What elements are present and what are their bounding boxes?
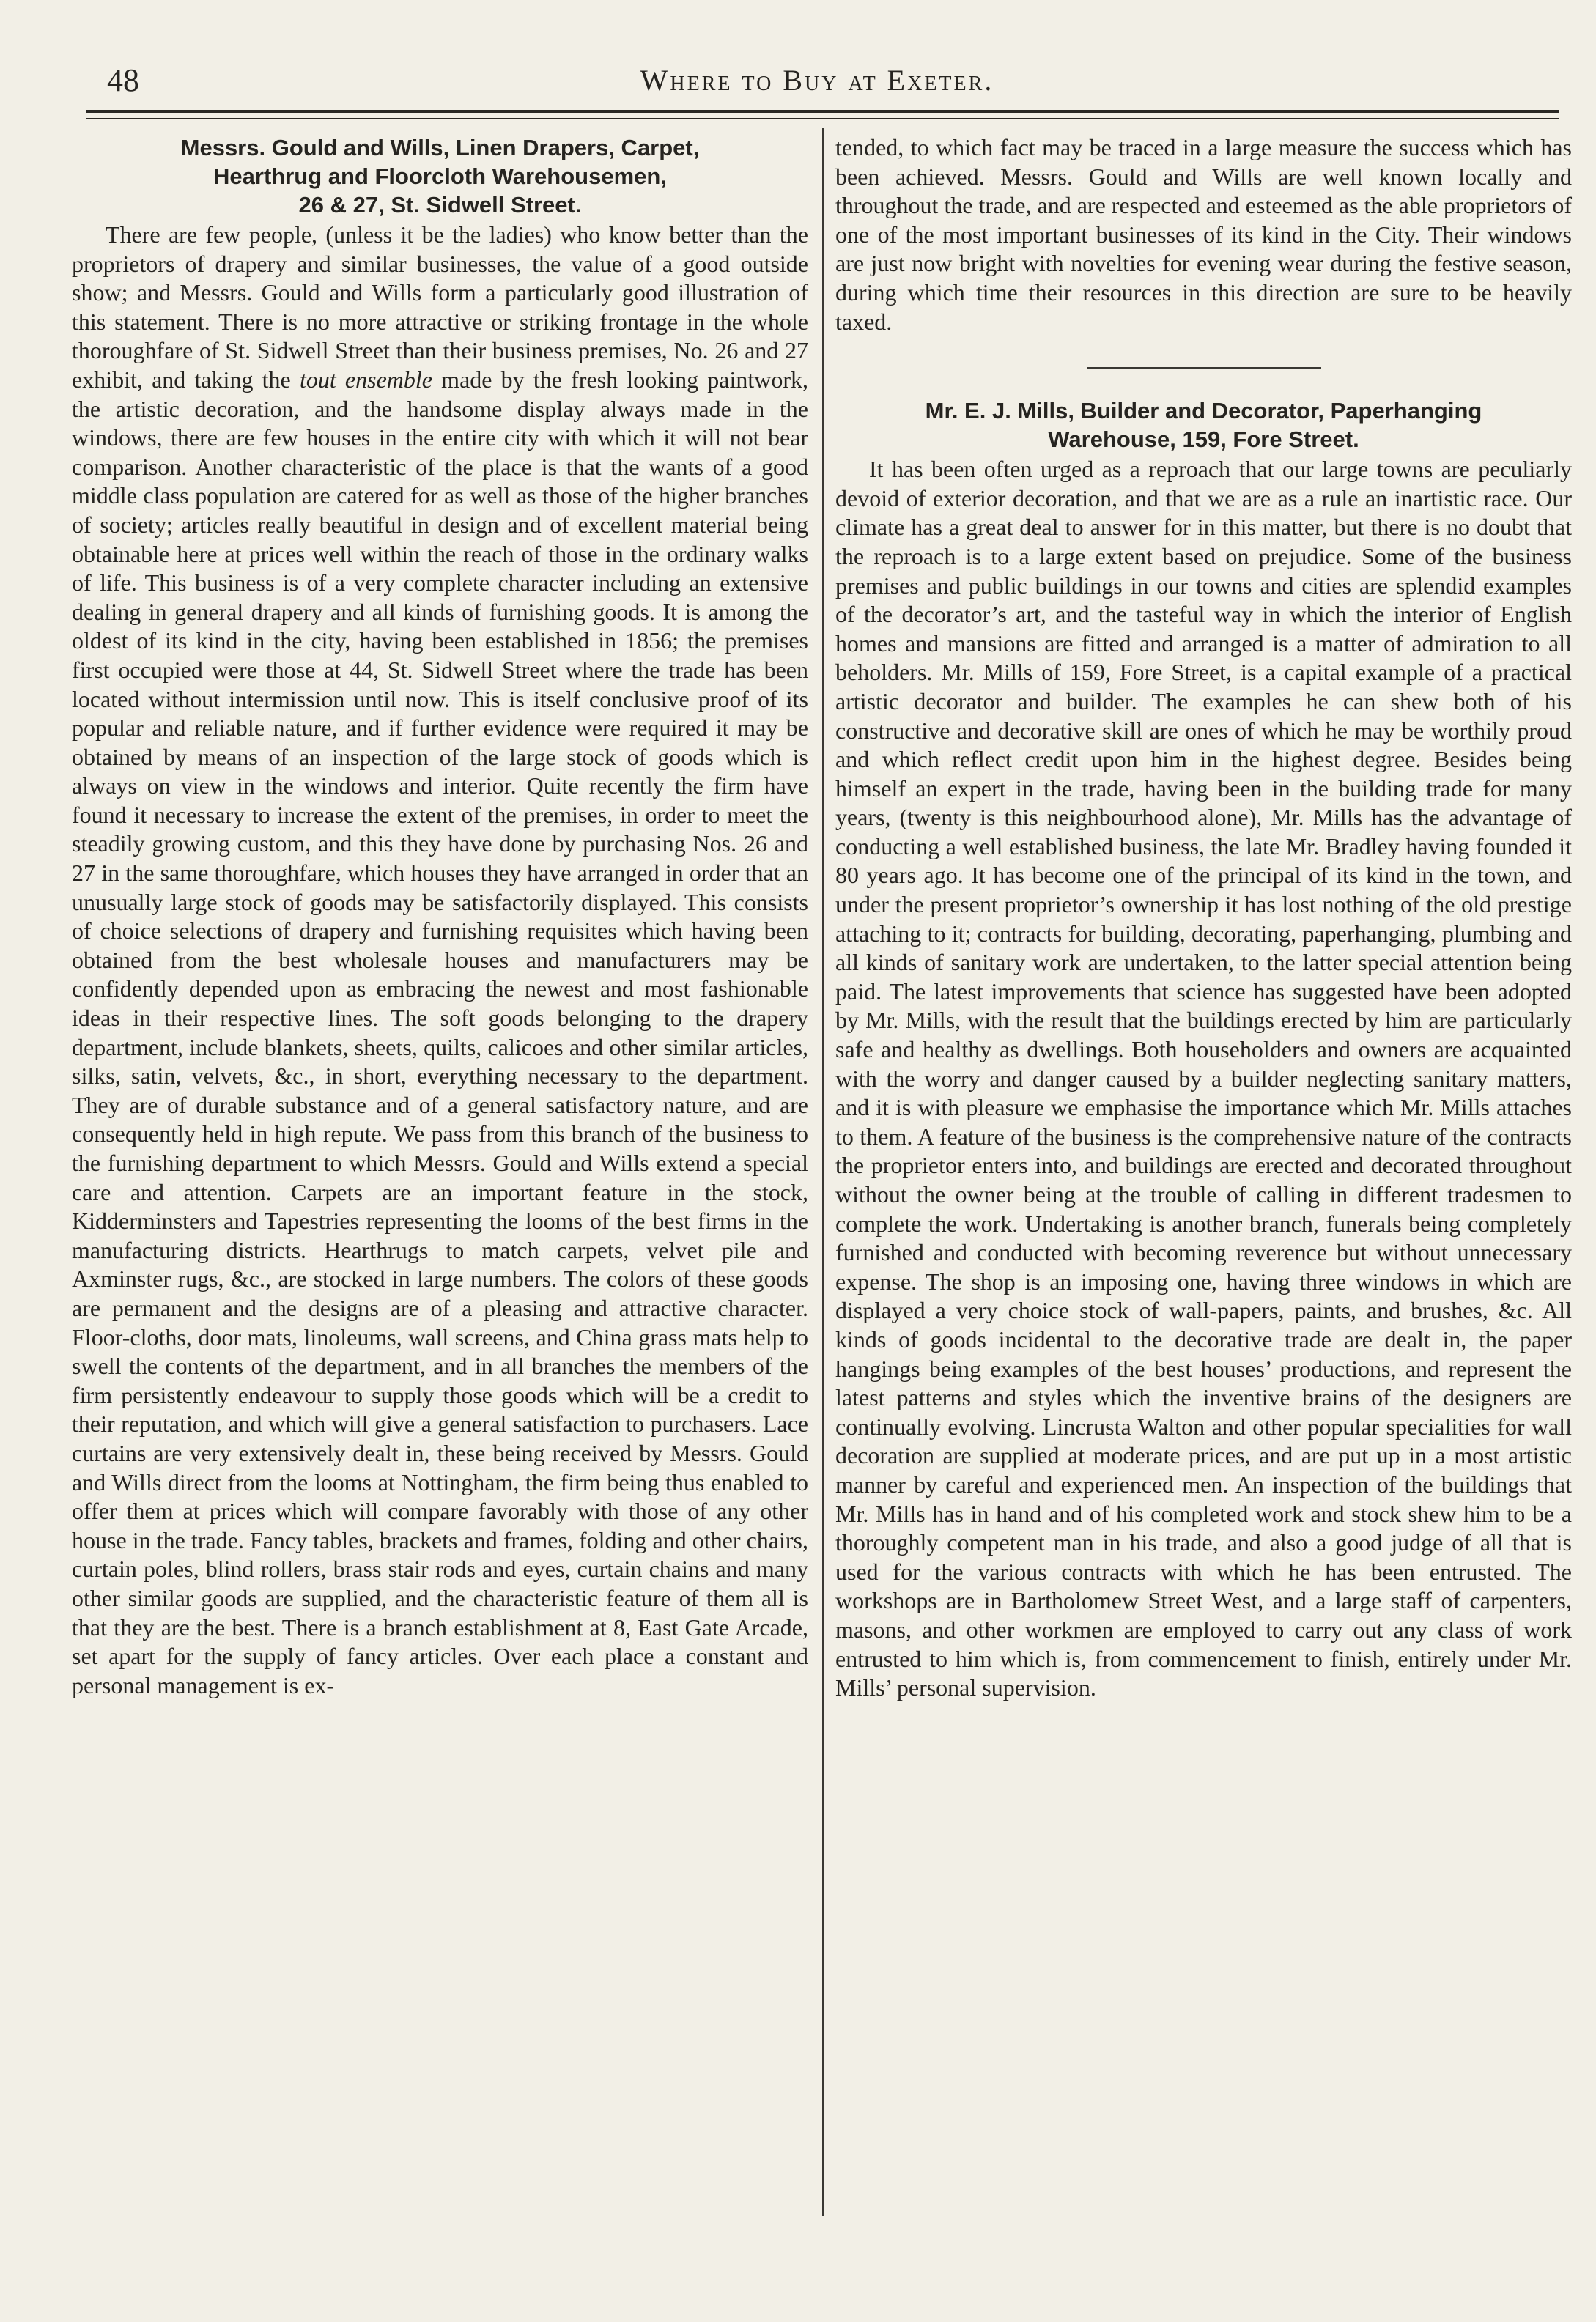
article-separator-rule xyxy=(1087,367,1321,369)
header-rule-thick xyxy=(86,110,1559,113)
mills-body: It has been often urged as a reproach that our large towns are peculiarly devoid of exterior decoration, and that we are as a rule an inartistic race. Our climate has a great deal to answer for in this matter, but there is no doubt that the reproach is to a large extent based on prejudice. Some of the business premises and public buildings in our towns and cities are splendid examples of the decorator’s art, and the tasteful way in which the interior of English homes and mansions are fitted and arranged is a matter of admiration to all beholders. Mr. Mills of 159, Fore Street, is a capital example of a practical artistic decorator and builder. The examples he can shew both of his constructive and decorative skill are ones of which he may be worthily proud and which reflect credit upon him in the highest degree. Besides being himself an expert in the trade, having been in the building trade for many years, (twenty is this neighbourhood alone), Mr. Mills has the advantage of conducting a well established business, the late Mr. Bradley having founded it 80 years ago. It has become one of the principal of its kind in the town, and under the present proprietor’s ownership it has lost nothing of the old prestige attaching to it; contracts for building, decorating, paperhanging, plumbing and all kinds of sanitary work are undertaken, to the latter special attention being paid. The latest improvements that science has suggested have been adopted by Mr. Mills, with the result that the buildings erected by him are particularly safe and healthy as dwellings. Both householders and owners are acquainted with the worry and danger caused by a builder neglecting sanitary matters, and it is with pleasure we emphasise the importance which Mr. Mills attaches to them. A feature of the business is the comprehensive nature of the contracts the proprietor enters into, and buildings are erected and decorated throughout without the owner being at the trouble of calling in different tradesmen to complete the work. Undertaking is another branch, funerals being completely furnished and conducted with becoming reverence but without unnecessary expense. The shop is an imposing one, having three windows in which are displayed a very choice stock of wall-papers, paints, and brushes, &c. All kinds of goods incidental to the decorative trade are dealt in, the paper hangings being examples of the best houses’ productions, and represent the latest patterns and styles which the inventive brains of the designers are continually evolving. Lincrusta Walton and other popular specialities for wall decoration are supplied at moderate prices, and are put up in a most artistic manner by careful and experienced men. An inspection of the buildings that Mr. Mills has in hand and of his completed work and stock shew him to be a thoroughly competent man in his trade, and also a good judge of all that is used for the various contracts with which he has been entrusted. The workshops are in Bartholomew Street West, and a large staff of carpenters, masons, and other workmen are employed to carry out any class of work entrusted to him which is, from commencement to finish, entirely under Mr. Mills’ personal supervision. xyxy=(835,456,1572,1701)
gould-wills-heading-line-2: Hearthrug and Floorcloth Warehousemen, xyxy=(213,163,667,189)
page-header xyxy=(73,60,1561,107)
running-head: Where to Buy at Exeter. xyxy=(640,64,994,97)
right-column xyxy=(835,133,1572,1703)
gould-wills-body xyxy=(72,221,808,1700)
gould-wills-heading xyxy=(72,133,808,219)
gould-wills-heading-line-3: 26 & 27, St. Sidwell Street. xyxy=(298,192,582,218)
left-column xyxy=(72,133,808,1700)
mills-heading-line-1: Mr. E. J. Mills, Builder and Decorator, Paperhanging xyxy=(925,398,1482,424)
gould-wills-body-continued: tended, to which fact may be traced in a large measure the success which has been achieved. Messrs. Gould and Wills are well known locally and throughout the trade, and are respected and esteemed as the able proprietors of one of the most important businesses of its kind in the City. Their windows are just now bright with novelties for evening wear during the festive season, during which time their resources in this direction are sure to be heavily taxed. xyxy=(835,134,1572,335)
header-rule-thin xyxy=(86,118,1559,119)
column-divider xyxy=(822,128,824,2216)
gould-wills-body-part-2: made by the fresh looking paintwork, the artistic decoration, and the handsome display always made in the windows, there are few houses in the entire city with which it will not bear comparison. Another characteristic of the place is that the wants of a good middle class population are catered for as well as those of the higher branches of society; articles really beautiful in design and of excellent material being obtainable here at prices well within the reach of those in the ordinary walks of life. This business is of a very complete character including an extensive dealing in general drapery and all kinds of furnishing goods. It is among the oldest of its kind in the city, having been established in 1856; the premises first occupied were those at 44, St. Sidwell Street where the trade has been located without intermission until now. This is itself conclusive proof of its popular and reliable nature, and if further evidence were required it may be obtained by means of an inspection of the large stock of goods which is always on view in the windows and interior. Quite recently the firm have found it necessary to increase the extent of the premises, in order to meet the steadily growing custom, and this they have done by purchasing Nos. 26 and 27 in the same thoroughfare, which houses they have arranged in order that an unusually large stock of goods may be satisfactorily displayed. This consists of choice selections of drapery and furnishing requisites which having been obtained from the best wholesale houses and manufacturers may be confidently depended upon as embracing the newest and most fashionable ideas in their respective lines. The soft goods belonging to the drapery department, include blankets, sheets, quilts, calicoes and other similar articles, silks, satin, velvets, &c., in short, everything necessary to the department. They are of durable substance and of a general satisfactory nature, and are consequently held in high repute. We pass from this branch of the business to the furnishing department to which Messrs. Gould and Wills extend a special care and attention. Carpets are an important feature in the stock, Kidderminsters and Tapestries representing the looms of the best firms in the manufacturing districts. Hearthrugs to match carpets, velvet pile and Axminster rugs, &c., are stocked in large numbers. The colors of these goods are permanent and the designs are of a pleasing and attractive character. Floor-cloths, door mats, linoleums, wall screens, and China grass mats help to swell the contents of the department, and in all branches the members of the firm persistently endeavour to supply those goods which will be a credit to their reputation, and which will give a general satisfaction to purchasers. Lace curtains are very extensively dealt in, these being received by Messrs. Gould and Wills direct from the looms at Nottingham, the firm being thus enabled to offer them at prices which will compare favorably with those of any other house in the trade. Fancy tables, brackets and frames, folding and other chairs, curtain poles, blind rollers, brass stair rods and eyes, curtain chains and many other similar goods are supplied, and the characteristic feature of them all is that they are the best. There is a branch establishment at 8, East Gate Arcade, set apart for the supply of fancy articles. Over each place a constant and personal management is ex- xyxy=(72,366,809,1698)
mills-heading-line-2: Warehouse, 159, Fore Street. xyxy=(1048,426,1359,453)
mills-heading xyxy=(835,396,1572,454)
gould-wills-heading-line-1: Messrs. Gould and Wills, Linen Drapers, Carpet, xyxy=(180,135,700,160)
page-number: 48 xyxy=(107,62,139,98)
gould-wills-body-part-1: There are few people, (unless it be the ladies) who know better than the proprietors of drapery and similar businesses, the value of a good outside show; and Messrs. Gould and Wills form a particularly good illustration of this statement. There is no more attractive or striking frontage in the whole thoroughfare of St. Sidwell Street than their business premises, No. 26 and 27 exhibit, and taking the xyxy=(72,221,808,393)
gould-wills-body-italic: tout ensemble xyxy=(299,366,432,393)
